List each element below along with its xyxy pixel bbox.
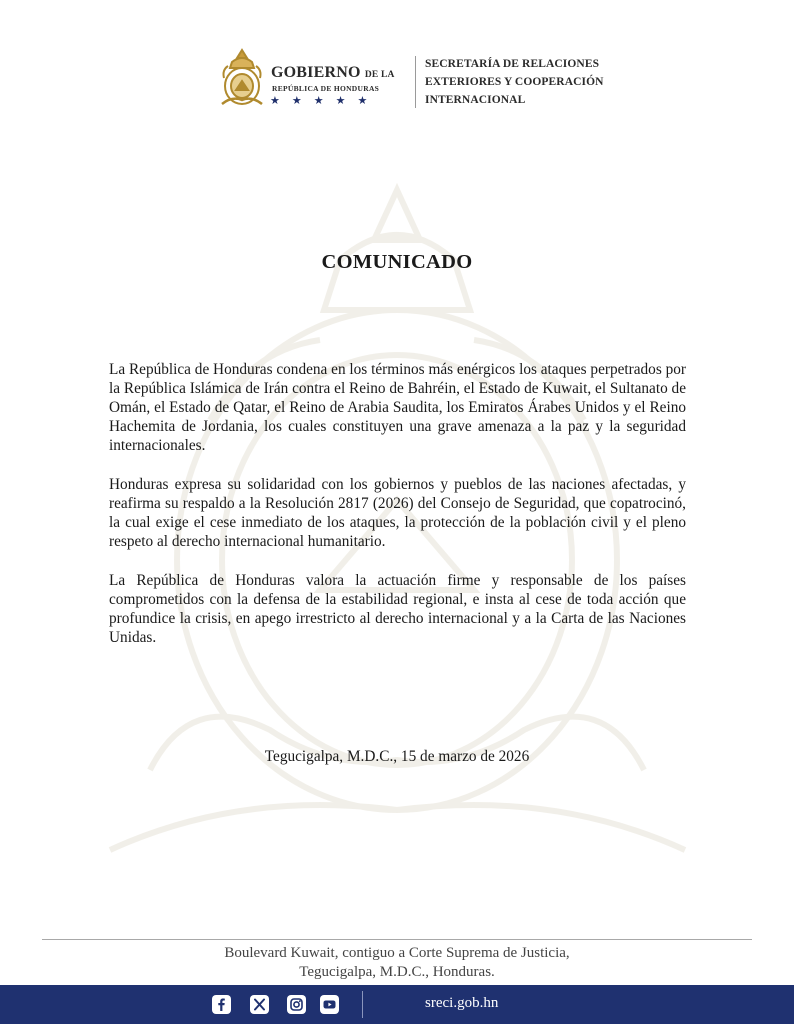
letterhead	[0, 44, 794, 114]
document-title: COMUNICADO	[321, 251, 473, 273]
paragraph-3: La República de Honduras valora la actuación firme y responsable de los países comprometidos con la defensa de la estabilidad regional, e insta al cese de toda acción que profundice la crisis, en apego irrestricto al derecho internacional y a la Carta de las Naciones Unidas.	[109, 572, 686, 646]
coat-of-arms-icon	[218, 48, 266, 110]
secretaria-line-3: INTERNACIONAL	[425, 94, 526, 106]
secretaria-line-2: EXTERIORES Y COOPERACIÓN	[425, 76, 604, 88]
footer-bar	[0, 985, 794, 1024]
secretaria-line-1: SECRETARÍA DE RELACIONES	[425, 58, 600, 70]
paragraph-1: La República de Honduras condena en los términos más enérgicos los ataques perpetrados por la República Islámica de Irán contra el Reino de Bahréin, el Estado de Kuwait, el Sultanato de Omán, el Estado de Qatar, el Reino de Arabia Saudita, los Emiratos Árabes Unidos y el Reino Hachemita de Jordania, los cuales constituyen una grave amenaza a la paz y la seguridad internacionales.	[109, 361, 687, 454]
youtube-icon[interactable]	[320, 995, 339, 1014]
address-line-2: Tegucigalpa, M.D.C., Honduras.	[299, 964, 495, 980]
stars-row: ★★★★★	[270, 95, 380, 107]
paragraph-2: Honduras expresa su solidaridad con los gobiernos y pueblos de las naciones afectadas, y reafirma su respaldo a la Resolución 2817 (2026) del Consejo de Seguridad, que copatrocinó, la cual exige el cese inmediato de los ataques, la protección de la población civil y el pleno respeto al derecho internacional humanitario.	[109, 476, 686, 550]
address-line-1: Boulevard Kuwait, contiguo a Corte Suprema de Justicia,	[224, 945, 570, 961]
footer-rule	[42, 939, 752, 940]
website-link[interactable]: sreci.gob.hn	[425, 995, 499, 1011]
footer-bar-divider	[362, 991, 363, 1018]
gobierno-text: GOBIERNO	[271, 64, 361, 81]
republica-text: REPÚBLICA DE HONDURAS	[272, 84, 380, 93]
header-divider	[415, 56, 416, 108]
document-body	[109, 360, 686, 667]
instagram-icon[interactable]	[287, 995, 306, 1014]
government-wordmark	[271, 64, 395, 82]
x-icon[interactable]	[250, 995, 269, 1014]
footer-address	[0, 944, 794, 982]
de-la-text: DE LA	[364, 70, 395, 80]
dateline: Tegucigalpa, M.D.C., 15 de marzo de 2026	[264, 748, 530, 765]
facebook-icon[interactable]	[212, 995, 231, 1014]
